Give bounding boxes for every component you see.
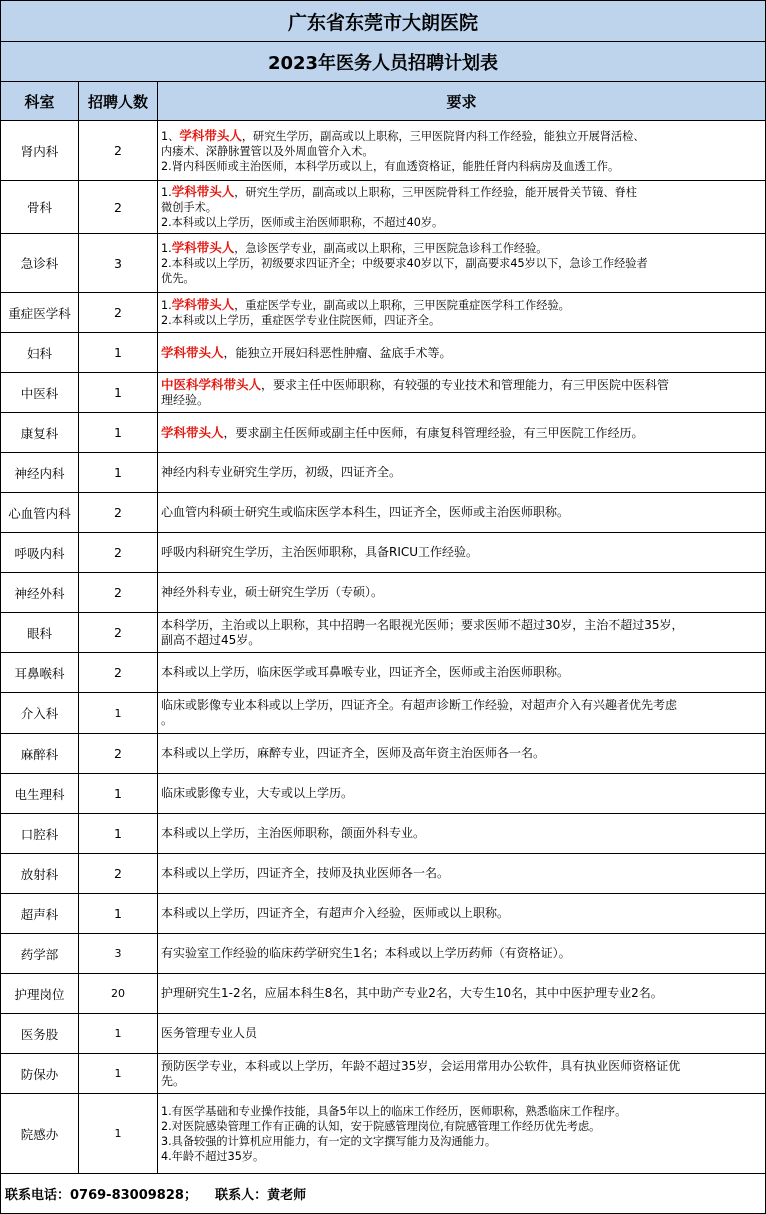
highlight-text: 学科带头人 bbox=[179, 127, 242, 143]
requirements-cell bbox=[158, 234, 766, 293]
requirement-line bbox=[161, 393, 762, 408]
requirement-line bbox=[161, 215, 762, 230]
count-cell: 1 bbox=[79, 453, 158, 493]
count-cell: 1 bbox=[79, 1094, 158, 1174]
hospital-title: 广东省东莞市大朗医院 bbox=[1, 1, 766, 42]
dept-cell: 医务股 bbox=[1, 1014, 79, 1054]
table-row bbox=[1, 814, 766, 854]
dept-cell: 心血管内科 bbox=[1, 493, 79, 533]
dept-cell: 药学部 bbox=[1, 934, 79, 974]
requirement-line bbox=[161, 786, 762, 801]
count-cell: 1 bbox=[79, 373, 158, 413]
table-row bbox=[1, 413, 766, 453]
table-row bbox=[1, 653, 766, 693]
dept-cell: 神经内科 bbox=[1, 453, 79, 493]
count-cell: 1 bbox=[79, 1054, 158, 1094]
requirement-line bbox=[161, 128, 762, 144]
requirement-line bbox=[161, 746, 762, 761]
dept-cell: 护理岗位 bbox=[1, 974, 79, 1014]
table-row bbox=[1, 373, 766, 413]
requirement-text: 神经外科专业，硕士研究生学历（专硕）。 bbox=[161, 585, 384, 599]
requirements-cell bbox=[158, 734, 766, 774]
requirement-line bbox=[161, 866, 762, 881]
count-cell: 2 bbox=[79, 573, 158, 613]
requirement-line bbox=[161, 1074, 762, 1089]
table-row bbox=[1, 453, 766, 493]
dept-cell: 神经外科 bbox=[1, 573, 79, 613]
requirement-line bbox=[161, 184, 762, 200]
requirement-line bbox=[161, 1059, 762, 1074]
requirement-line bbox=[161, 377, 762, 393]
count-cell: 1 bbox=[79, 693, 158, 734]
requirement-text: 1.有医学基础和专业操作技能，具备5年以上的临床工作经历，医师职称，熟悉临床工作程序。 bbox=[161, 1104, 627, 1118]
requirement-line bbox=[161, 1026, 762, 1041]
table-row bbox=[1, 533, 766, 573]
requirement-line bbox=[161, 297, 762, 313]
requirement-text: ，研究生学历，副高或以上职称，三甲医院骨科工作经验，能开展骨关节镜、脊柱 bbox=[234, 186, 637, 199]
requirement-text: 2.肾内科医师或主治医师，本科学历或以上，有血透资格证，能胜任肾内科病房及血透工作。 bbox=[161, 159, 620, 173]
requirement-text: ，能独立开展妇科恶性肿瘤、盆底手术等。 bbox=[223, 345, 452, 360]
table-row bbox=[1, 613, 766, 653]
requirement-text: 2.对医院感染管理工作有正确的认知，安于院感管理岗位,有院感管理工作经历优先考虑。 bbox=[161, 1119, 601, 1133]
dept-cell: 妇科 bbox=[1, 333, 79, 373]
requirements-cell bbox=[158, 533, 766, 573]
header-dept: 科室 bbox=[1, 82, 79, 121]
dept-cell: 急诊科 bbox=[1, 234, 79, 293]
requirement-text: 有实验室工作经验的临床药学研究生1名；本科或以上学历药师（有资格证）。 bbox=[161, 946, 571, 960]
requirements-cell bbox=[158, 693, 766, 734]
dept-cell: 肾内科 bbox=[1, 121, 79, 181]
header-count: 招聘人数 bbox=[79, 82, 158, 121]
count-cell: 2 bbox=[79, 653, 158, 693]
count-cell: 1 bbox=[79, 894, 158, 934]
count-cell: 2 bbox=[79, 854, 158, 894]
dept-cell: 康复科 bbox=[1, 413, 79, 453]
requirements-cell bbox=[158, 573, 766, 613]
count-cell: 1 bbox=[79, 413, 158, 453]
requirement-text: 心血管内科硕士研究生或临床医学本科生，四证齐全，医师或主治医师职称。 bbox=[161, 505, 570, 519]
requirement-text: 内瘘术、深静脉置管以及外周血管介入术。 bbox=[161, 144, 374, 158]
requirements-cell bbox=[158, 814, 766, 854]
dept-cell: 电生理科 bbox=[1, 774, 79, 814]
requirement-line bbox=[161, 713, 762, 728]
highlight-text: 中医科学科带头人 bbox=[161, 377, 262, 392]
dept-cell: 介入科 bbox=[1, 693, 79, 734]
dept-cell: 超声科 bbox=[1, 894, 79, 934]
contact-person: 联系人：黄老师 bbox=[215, 1188, 307, 1203]
dept-cell: 耳鼻喉科 bbox=[1, 653, 79, 693]
requirement-line bbox=[161, 906, 762, 921]
requirements-cell bbox=[158, 934, 766, 974]
requirement-text: ，要求主任中医师职称，有较强的专业技术和管理能力，有三甲医院中医科管 bbox=[261, 378, 670, 392]
requirement-text: 微创手术。 bbox=[161, 201, 217, 214]
count-cell: 2 bbox=[79, 181, 158, 234]
requirements-cell bbox=[158, 894, 766, 934]
requirements-cell bbox=[158, 854, 766, 894]
requirement-line bbox=[161, 271, 762, 286]
count-cell: 3 bbox=[79, 934, 158, 974]
requirement-text: 2.本科或以上学历，重症医学专业住院医师，四证齐全。 bbox=[161, 314, 441, 327]
requirements-cell bbox=[158, 453, 766, 493]
requirement-line bbox=[161, 1104, 762, 1119]
requirement-text: 护理研究生1-2名，应届本科生8名，其中助产专业2名，大专生10名，其中中医护理专业2名。 bbox=[161, 986, 663, 1000]
requirements-cell bbox=[158, 413, 766, 453]
requirement-text: 理经验。 bbox=[161, 393, 210, 407]
requirement-text: 2.本科或以上学历，初级要求四证齐全；中级要求40岁以下，副高要求45岁以下，急诊工作经验者 bbox=[161, 257, 648, 270]
requirements-cell bbox=[158, 1094, 766, 1174]
requirement-line bbox=[161, 1149, 762, 1164]
dept-cell: 骨科 bbox=[1, 181, 79, 234]
requirement-line bbox=[161, 144, 762, 159]
table-row bbox=[1, 774, 766, 814]
count-cell: 2 bbox=[79, 121, 158, 181]
requirement-line bbox=[161, 946, 762, 961]
highlight-text: 学科带头人 bbox=[171, 184, 235, 199]
dept-cell: 口腔科 bbox=[1, 814, 79, 854]
requirement-text: 本科或以上学历，主治医师职称，颌面外科专业。 bbox=[161, 826, 426, 840]
table-row bbox=[1, 121, 766, 181]
requirement-line bbox=[161, 425, 762, 441]
count-cell: 1 bbox=[79, 1014, 158, 1054]
table-row bbox=[1, 181, 766, 234]
requirements-cell bbox=[158, 1014, 766, 1054]
requirement-text: 4.年龄不超过35岁。 bbox=[161, 1149, 265, 1163]
table-row bbox=[1, 734, 766, 774]
dept-cell: 中医科 bbox=[1, 373, 79, 413]
requirement-text: 1、 bbox=[161, 129, 180, 143]
dept-cell: 呼吸内科 bbox=[1, 533, 79, 573]
count-cell: 20 bbox=[79, 974, 158, 1014]
highlight-text: 学科带头人 bbox=[171, 297, 235, 312]
table-row bbox=[1, 693, 766, 734]
count-cell: 1 bbox=[79, 774, 158, 814]
requirement-text: ，重症医学专业，副高或以上职称，三甲医院重症医学科工作经验。 bbox=[234, 299, 570, 312]
requirement-text: ，研究生学历，副高或以上职称，三甲医院肾内科工作经验，能独立开展肾活检、 bbox=[241, 129, 645, 143]
count-cell: 2 bbox=[79, 533, 158, 573]
requirements-cell bbox=[158, 613, 766, 653]
requirements-cell bbox=[158, 1054, 766, 1094]
count-cell: 2 bbox=[79, 613, 158, 653]
requirement-line bbox=[161, 585, 762, 600]
requirement-text: 本科或以上学历，四证齐全，有超声介入经验，医师或以上职称。 bbox=[161, 906, 510, 920]
requirement-text: 1. bbox=[161, 299, 172, 312]
requirement-line bbox=[161, 345, 762, 361]
count-cell: 1 bbox=[79, 814, 158, 854]
requirement-text: 临床或影像专业本科或以上学历，四证齐全。有超声诊断工作经验，对超声介入有兴趣者优先考虑 bbox=[161, 698, 678, 712]
table-row bbox=[1, 1014, 766, 1054]
requirement-line bbox=[161, 545, 762, 560]
requirement-line bbox=[161, 313, 762, 328]
requirement-text: 副高不超过45岁。 bbox=[161, 632, 261, 647]
count-cell: 2 bbox=[79, 493, 158, 533]
requirement-line bbox=[161, 665, 762, 680]
table-row bbox=[1, 493, 766, 533]
table-row bbox=[1, 234, 766, 293]
requirement-text: 临床或影像专业，大专或以上学历。 bbox=[161, 786, 354, 800]
table-row bbox=[1, 1054, 766, 1094]
requirement-line bbox=[161, 633, 762, 648]
requirement-text: 先。 bbox=[161, 1073, 186, 1088]
count-cell: 2 bbox=[79, 734, 158, 774]
requirement-text: 1. bbox=[161, 242, 172, 255]
requirement-text: 医务管理专业人员 bbox=[161, 1026, 258, 1040]
requirements-cell bbox=[158, 774, 766, 814]
count-cell: 3 bbox=[79, 234, 158, 293]
highlight-text: 学科带头人 bbox=[171, 240, 235, 255]
table-row bbox=[1, 974, 766, 1014]
requirement-text: 2.本科或以上学历，医师或主治医师职称，不超过40岁。 bbox=[161, 216, 444, 229]
requirement-text: 呼吸内科研究生学历，主治医师职称，具备RICU工作经验。 bbox=[161, 545, 479, 559]
highlight-text: 学科带头人 bbox=[161, 344, 224, 360]
requirement-text: 1. bbox=[161, 186, 172, 199]
table-row bbox=[1, 293, 766, 333]
requirement-line bbox=[161, 240, 762, 256]
requirement-line bbox=[161, 200, 762, 215]
requirement-line bbox=[161, 986, 762, 1001]
requirement-text: 。 bbox=[161, 713, 174, 727]
requirement-text: 本科或以上学历，麻醉专业，四证齐全，医师及高年资主治医师各一名。 bbox=[161, 746, 546, 760]
requirement-text: 3.具备较强的计算机应用能力，有一定的文字撰写能力及沟通能力。 bbox=[161, 1134, 497, 1148]
requirements-cell bbox=[158, 181, 766, 234]
requirement-text: 本科学历，主治或以上职称，其中招聘一名眼视光医师；要求医师不超过30岁，主治不超过35岁， bbox=[161, 617, 684, 632]
requirement-line bbox=[161, 698, 762, 713]
table-row bbox=[1, 1094, 766, 1174]
requirement-text: 神经内科专业研究生学历，初级，四证齐全。 bbox=[161, 465, 402, 479]
requirements-cell bbox=[158, 974, 766, 1014]
dept-cell: 放射科 bbox=[1, 854, 79, 894]
requirements-cell bbox=[158, 293, 766, 333]
dept-cell: 防保办 bbox=[1, 1054, 79, 1094]
requirements-cell bbox=[158, 333, 766, 373]
contact-phone: 联系电话：0769-83009828； bbox=[5, 1188, 197, 1203]
table-row bbox=[1, 894, 766, 934]
requirement-line bbox=[161, 465, 762, 480]
dept-cell: 眼科 bbox=[1, 613, 79, 653]
dept-cell: 院感办 bbox=[1, 1094, 79, 1174]
requirement-text: 预防医学专业，本科或以上学历，年龄不超过35岁，会运用常用办公软件，具有执业医师资格证优 bbox=[161, 1058, 681, 1073]
table-row bbox=[1, 854, 766, 894]
requirement-line bbox=[161, 505, 762, 520]
requirement-line bbox=[161, 159, 762, 174]
requirement-text: 优先。 bbox=[161, 272, 195, 285]
requirement-line bbox=[161, 1134, 762, 1149]
requirement-text: ，要求副主任医师或副主任中医师，有康复科管理经验，有三甲医院工作经历。 bbox=[223, 425, 644, 440]
plan-subtitle: 2023年医务人员招聘计划表 bbox=[1, 42, 766, 82]
count-cell: 2 bbox=[79, 293, 158, 333]
dept-cell: 重症医学科 bbox=[1, 293, 79, 333]
requirements-cell bbox=[158, 373, 766, 413]
contact-footer bbox=[1, 1174, 766, 1214]
table-row bbox=[1, 333, 766, 373]
header-requirements: 要求 bbox=[158, 82, 766, 121]
requirements-cell bbox=[158, 653, 766, 693]
highlight-text: 学科带头人 bbox=[161, 424, 224, 440]
requirement-line bbox=[161, 1119, 762, 1134]
table-row bbox=[1, 934, 766, 974]
requirement-text: 本科或以上学历，四证齐全，技师及执业医师各一名。 bbox=[161, 866, 450, 880]
requirement-line bbox=[161, 618, 762, 633]
dept-cell: 麻醉科 bbox=[1, 734, 79, 774]
requirement-text: ，急诊医学专业，副高或以上职称，三甲医院急诊科工作经验。 bbox=[234, 242, 548, 255]
requirements-cell bbox=[158, 493, 766, 533]
requirement-line bbox=[161, 256, 762, 271]
table-row bbox=[1, 573, 766, 613]
count-cell: 1 bbox=[79, 333, 158, 373]
requirement-text: 本科或以上学历，临床医学或耳鼻喉专业，四证齐全，医师或主治医师职称。 bbox=[161, 665, 570, 679]
requirement-line bbox=[161, 826, 762, 841]
requirements-cell bbox=[158, 121, 766, 181]
